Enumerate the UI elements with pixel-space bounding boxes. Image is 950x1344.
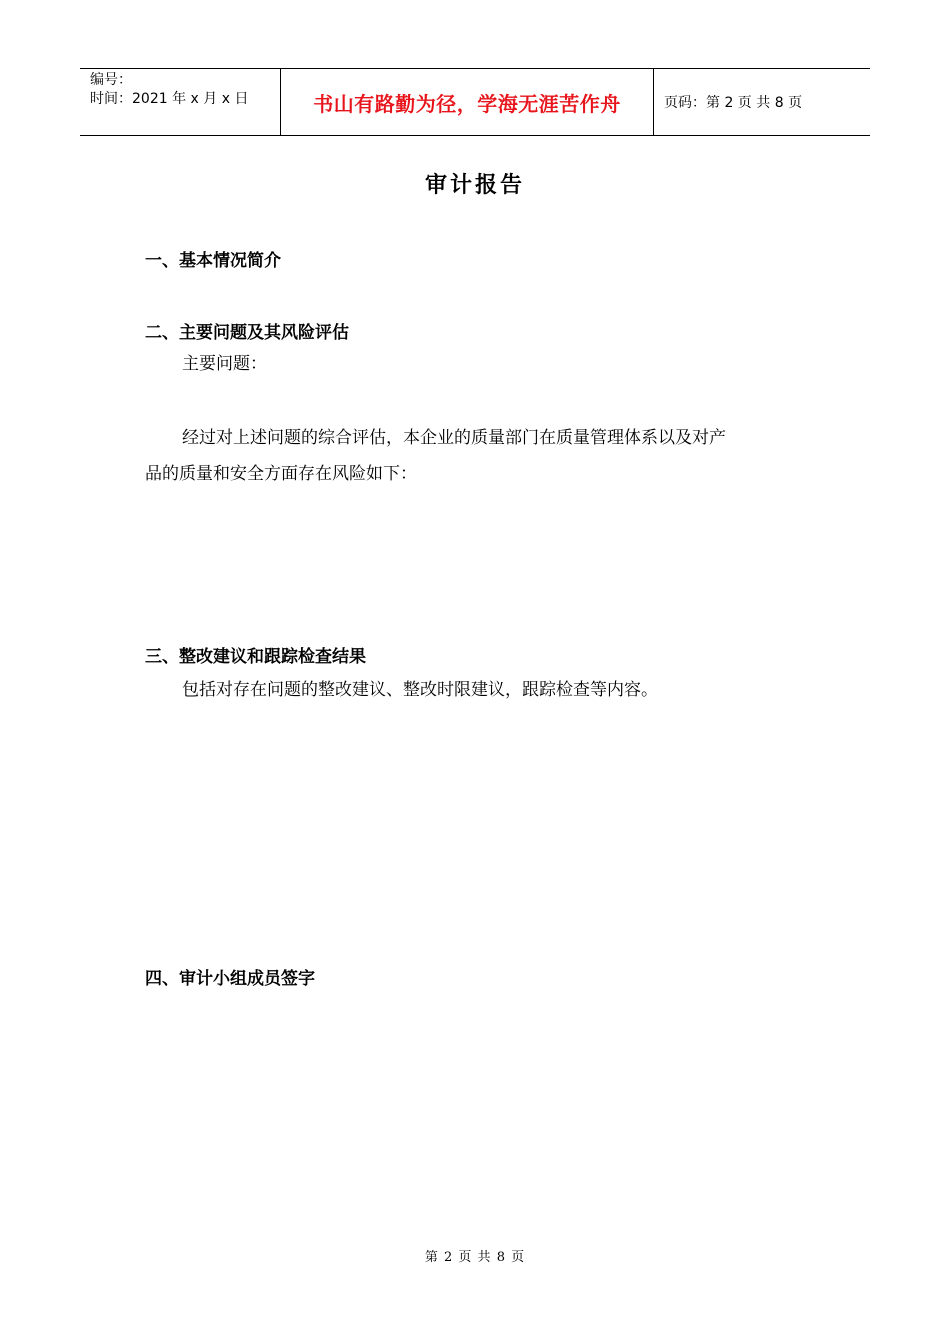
header-info-cell (80, 69, 281, 135)
header-table (80, 68, 870, 136)
serial-number-label: 编号： (90, 72, 132, 88)
section-heading-signatures: 四、审计小组成员签字 (145, 969, 315, 989)
rectification-paragraph: 包括对存在问题的整改建议、整改时限建议，跟踪检查等内容。 (182, 680, 658, 700)
page-footer: 第 2 页 共 8 页 (424, 1250, 526, 1265)
risk-paragraph-line-1: 经过对上述问题的综合评估，本企业的质量部门在质量管理体系以及对产 (182, 428, 726, 448)
time-label: 时间：2021 年 x 月 x 日 (90, 91, 249, 107)
document-title: 审计报告 (424, 172, 525, 198)
section-heading-basic-info: 一、基本情况简介 (145, 251, 281, 271)
main-issues-label: 主要问题： (182, 354, 267, 374)
risk-paragraph-line-2: 品的质量和安全方面存在风险如下： (145, 464, 417, 484)
page-code-label: 页码：第 2 页 共 8 页 (664, 95, 803, 111)
motto-text: 书山有路勤为径，学海无涯苦作舟 (313, 91, 621, 116)
header-motto-cell (281, 69, 654, 135)
section-heading-rectification: 三、整改建议和跟踪检查结果 (145, 647, 366, 667)
header-page-cell (654, 69, 870, 135)
section-heading-main-issues: 二、主要问题及其风险评估 (145, 323, 349, 343)
